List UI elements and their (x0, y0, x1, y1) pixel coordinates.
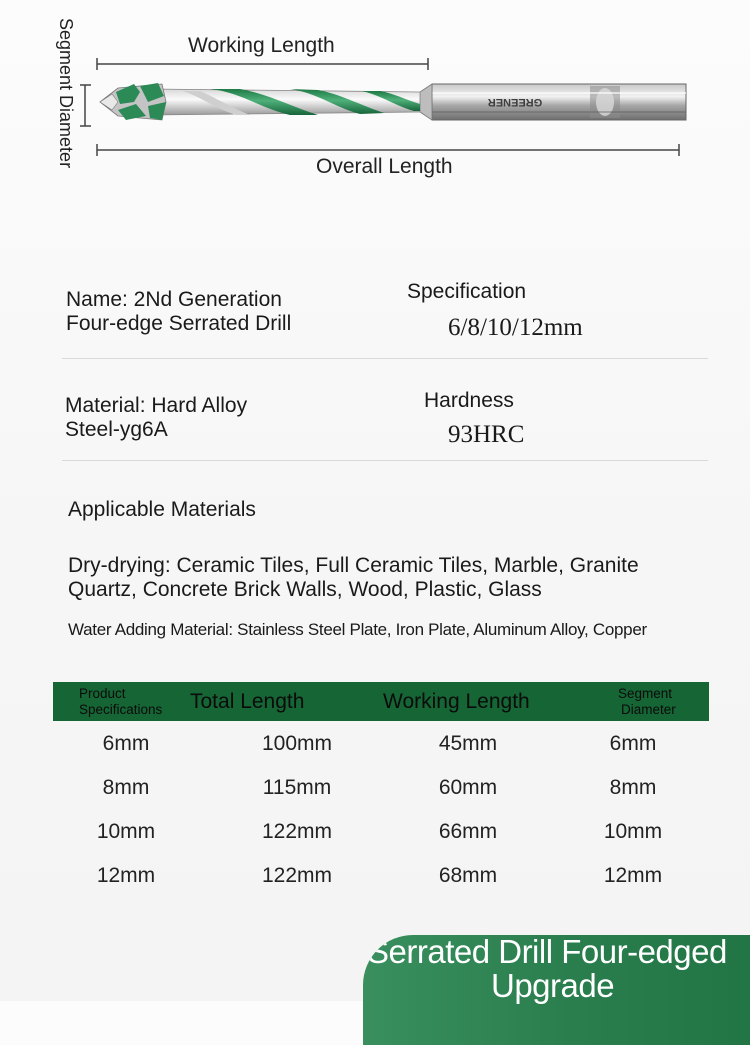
product-name-line1: Name: 2Nd Generation (66, 288, 282, 311)
cell-diameter: 10mm (603, 820, 663, 843)
overall-length-label: Overall Length (316, 155, 453, 178)
cell-total: 115mm (262, 776, 332, 799)
divider-2 (62, 460, 708, 461)
cell-working: 66mm (438, 820, 498, 843)
specification-label: Specification (407, 280, 527, 303)
cell-diameter: 8mm (609, 776, 657, 799)
material-line2: Steel-yg6A (65, 418, 168, 441)
cell-spec: 12mm (96, 864, 156, 887)
cell-working: 68mm (438, 864, 498, 887)
product-name-line2: Four-edge Serrated Drill (66, 312, 292, 335)
cell-total: 100mm (261, 732, 333, 755)
upgrade-banner (363, 935, 750, 1045)
table-header (53, 682, 709, 721)
material-line1: Material: Hard Alloy (65, 394, 248, 417)
banner-line2: Upgrade (491, 967, 615, 1004)
specification-value: 6/8/10/12mm (448, 314, 583, 341)
drill-body (150, 89, 420, 115)
header-segment-line2: Diameter (621, 702, 676, 717)
cell-spec: 8mm (102, 776, 150, 799)
working-length-label: Working Length (188, 34, 335, 57)
divider-1 (62, 358, 708, 359)
header-total-length: Total Length (190, 690, 305, 713)
banner-line1: Serrated Drill Four-edged (367, 935, 727, 970)
segment-diameter-label: Segment Diameter (56, 18, 76, 169)
cell-spec: 6mm (102, 732, 150, 755)
header-segment-line1: Segment (618, 686, 673, 701)
table-row (53, 854, 709, 898)
applicable-heading: Applicable Materials (68, 498, 256, 521)
cell-total: 122mm (261, 820, 333, 843)
header-working-length: Working Length (383, 690, 530, 713)
table-row (53, 722, 709, 766)
drill-shank (420, 84, 686, 120)
cell-working: 60mm (438, 776, 498, 799)
hardness-label: Hardness (424, 389, 514, 412)
drill-head (100, 83, 166, 120)
hardness-value: 93HRC (448, 421, 525, 448)
dry-materials-line1: Dry-drying: Ceramic Tiles, Full Ceramic Tiles, Marble, Granite (68, 554, 639, 577)
cell-spec: 10mm (96, 820, 156, 843)
drill-diagram (0, 0, 750, 200)
table-row (53, 810, 709, 854)
dry-materials-line2: Quartz, Concrete Brick Walls, Wood, Plastic, Glass (68, 578, 542, 601)
water-materials-line: Water Adding Material: Stainless Steel Plate, Iron Plate, Aluminum Alloy, Copper (68, 620, 647, 639)
cell-working: 45mm (438, 732, 498, 755)
cell-diameter: 12mm (603, 864, 663, 887)
header-product-line1: Product (79, 686, 126, 701)
cell-total: 122mm (261, 864, 333, 887)
table-row (53, 766, 709, 810)
brand-engraving: GREENER (487, 96, 543, 108)
cell-diameter: 6mm (609, 732, 657, 755)
header-product-line2: Specifications (79, 702, 163, 717)
